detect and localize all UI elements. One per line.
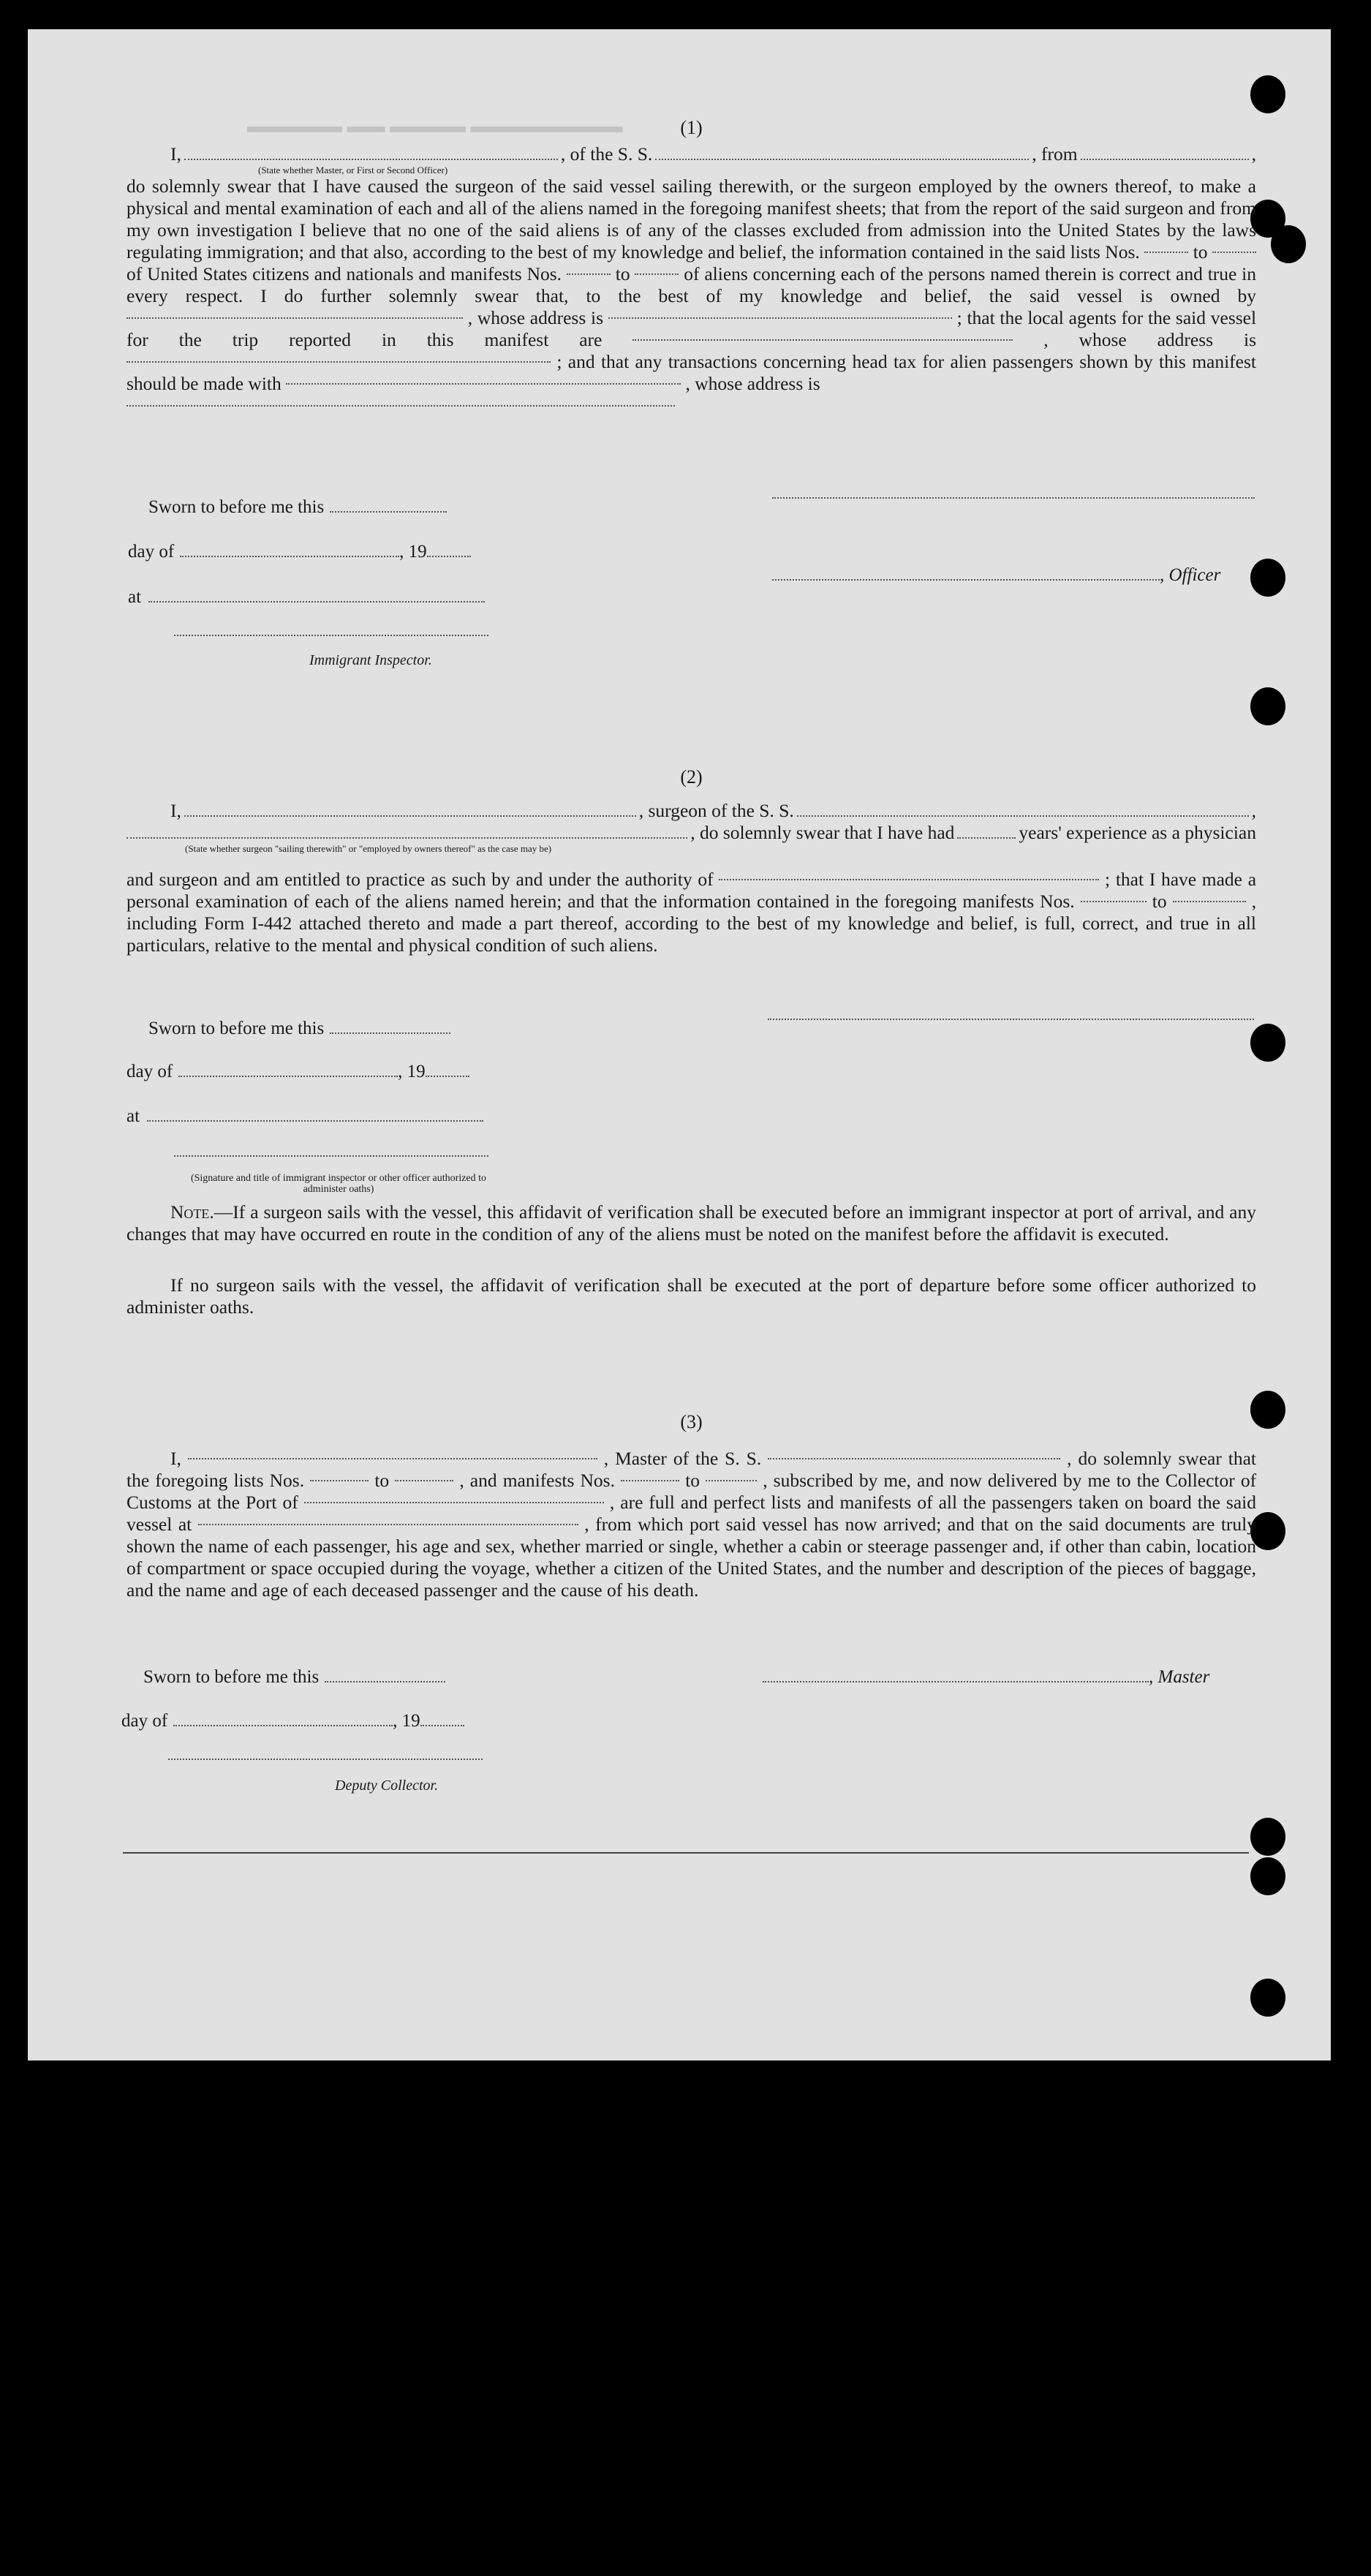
surgeon-status-note: (State whether surgeon "sailing therewith" or "employed by owners thereof" as the case may be) bbox=[185, 843, 552, 854]
ship-name-field-3[interactable] bbox=[768, 1458, 1060, 1459]
ship-name-field-2[interactable] bbox=[797, 815, 1249, 817]
surgeon-line: I, , surgeon of the S. S. , bbox=[170, 800, 1256, 821]
note-label: Note. bbox=[170, 1201, 214, 1223]
inspector-signature-field-2[interactable] bbox=[174, 1155, 488, 1157]
day-of-line-3: day of , 19 bbox=[121, 1711, 464, 1731]
oath-paragraph: do solemnly swear that I have caused the surgeon of the said vessel sailing therewith, or the surgeon employed by the owners thereof, to make a physical and mental examination of each and all of the aliens named in the foregoing manifest sheets; that from the report of the said surgeon and from my own investigation I believe that no one of the said aliens is of any of the classes excluded from admission into the United States by the laws regulating immigration; and that also, according to the best of my knowledge and belief, the information contained in the said lists Nos. to of United States citizens and nationals and manifests Nos. to of aliens concerning each of the persons named therein is correct and true in every respect. I do further solemnly swear that, to the best of my knowledge and belief, the said vessel is owned by , whose address is ; that the local agents for the said vessel for the trip reported in this manifest are , whose address is ; and that any transactions concerning head tax for alien passengers shown by this manifest should be made with , whose address is bbox=[126, 175, 1256, 417]
bottom-rule bbox=[123, 1852, 1249, 1854]
surgeon-signature bbox=[768, 1019, 1254, 1025]
inspector-signature-2 bbox=[174, 1155, 488, 1162]
declarant-line: I, , of the S. S. , from , bbox=[170, 143, 1256, 165]
year-field[interactable] bbox=[427, 556, 471, 557]
sworn-day-field-3[interactable] bbox=[325, 1681, 445, 1682]
officer-signature-field[interactable] bbox=[772, 497, 1255, 499]
deputy-caption: Deputy Collector. bbox=[335, 1778, 439, 1794]
head-tax-contact-field[interactable] bbox=[286, 383, 681, 385]
day-of-line-2: day of , 19 bbox=[126, 1062, 469, 1082]
place-field-2[interactable] bbox=[147, 1120, 483, 1122]
sworn-line-3: Sworn to before me this bbox=[143, 1667, 445, 1688]
at-line-2: at bbox=[126, 1106, 483, 1127]
punch-hole bbox=[1271, 225, 1306, 263]
punch-hole bbox=[1250, 687, 1285, 725]
ship-name-field[interactable] bbox=[655, 159, 1029, 160]
note-paragraph: Note.—If a surgeon sails with the vessel, this affidavit of verification shall be executed before an immigrant inspector at port of arrival, and any changes that may have occurred en route in the condition of any of the aliens must be noted on the manifest before the affidavit is executed. bbox=[126, 1201, 1256, 1244]
section-2 bbox=[126, 766, 1256, 956]
surgeon-status-field[interactable] bbox=[126, 837, 687, 839]
section-1 bbox=[126, 117, 1256, 417]
note-paragraph-2: If no surgeon sails with the vessel, the affidavit of verification shall be executed at the port of departure before some officer authorized to administer oaths. bbox=[126, 1274, 1256, 1318]
deputy-signature bbox=[168, 1759, 483, 1765]
sworn-day-field-2[interactable] bbox=[330, 1032, 450, 1034]
bleed-through-header: ▬▬▬▬▬ ▬▬ ▬▬▬▬ ▬▬▬▬▬▬▬▬ bbox=[247, 116, 623, 137]
master-name-field[interactable] bbox=[188, 1458, 597, 1459]
inspector-signature-field[interactable] bbox=[174, 635, 488, 636]
port-field[interactable] bbox=[304, 1502, 604, 1503]
punch-hole bbox=[1250, 75, 1285, 113]
citizen-list-from-field[interactable] bbox=[1144, 252, 1188, 253]
at-line-1: at bbox=[128, 587, 485, 608]
sworn-line-2: Sworn to before me this bbox=[148, 1019, 450, 1039]
local-agents-field[interactable] bbox=[632, 339, 1013, 341]
owner-address-field[interactable] bbox=[608, 317, 952, 319]
section-number: (2) bbox=[680, 766, 703, 787]
departure-port-field[interactable] bbox=[1081, 159, 1249, 160]
deputy-signature-field[interactable] bbox=[168, 1759, 483, 1760]
years-experience-field[interactable] bbox=[957, 837, 1016, 839]
master-oath-paragraph: I, , Master of the S. S. , do solemnly swear that the foregoing lists Nos. to , and manifests Nos. to , subscribed by me, and now delivered by me to the Collector of Customs at the Port of , are full and perfect lists and manifests of all the passengers taken on board the said vessel at , from which port said vessel has now arrived; and that on the said documents are truly shown the name of each passenger, his age and sex, whether married or single, whether a cabin or steerage passenger and, if other than cabin, location of compartment or space occupied during the voyage, whether a citizen of the United States, and the number and description of the pieces of baggage, and the name and age of each deceased passenger and the cause of his death. bbox=[126, 1448, 1257, 1601]
citizen-list-to-field[interactable] bbox=[1212, 252, 1256, 253]
manifest-to-field-3[interactable] bbox=[706, 1480, 757, 1481]
manifest-page bbox=[28, 29, 1331, 2061]
surgeon-name-field[interactable] bbox=[184, 815, 636, 817]
master-signature-field[interactable] bbox=[763, 1681, 1149, 1682]
sworn-day-field[interactable] bbox=[330, 511, 447, 513]
place-field[interactable] bbox=[148, 601, 485, 603]
section-3 bbox=[126, 1411, 1256, 1601]
officer-line: , Officer bbox=[772, 565, 1220, 586]
signature-caption: (Signature and title of immigrant inspector or other officer authorized to administer oaths) bbox=[190, 1173, 487, 1195]
month-field[interactable] bbox=[180, 556, 399, 557]
surgeon-oath-paragraph: and surgeon and am entitled to practice as such by and under the authority of ; that I have made a personal examination of each of the aliens named herein; and that the information contained in the foregoing manifests Nos. to , including Form I-442 attached thereto and made a part thereof, according to the best of my knowledge and belief, is full, correct, and true in all particulars, relative to the mental and physical condition of such aliens. bbox=[126, 869, 1257, 956]
embark-port-field[interactable] bbox=[198, 1524, 578, 1525]
month-field-3[interactable] bbox=[173, 1725, 393, 1726]
authority-field[interactable] bbox=[719, 879, 1099, 880]
punch-hole bbox=[1250, 1024, 1285, 1062]
section-number: (3) bbox=[680, 1411, 703, 1432]
sworn-line-1: Sworn to before me this bbox=[148, 497, 447, 518]
officer-rank-note: (State whether Master, or First or Second Officer) bbox=[258, 165, 448, 175]
head-tax-address-field[interactable] bbox=[126, 405, 675, 407]
year-field-3[interactable] bbox=[420, 1725, 464, 1726]
experience-line: , do solemnly swear that I have had years' experience as a physician bbox=[126, 822, 1256, 844]
manifest-to-field[interactable] bbox=[1173, 901, 1246, 902]
year-field-2[interactable] bbox=[426, 1076, 469, 1077]
alien-manifest-from-field[interactable] bbox=[567, 273, 611, 275]
officer-signature bbox=[772, 497, 1255, 504]
punch-hole bbox=[1250, 1818, 1285, 1856]
manifest-from-field[interactable] bbox=[1081, 901, 1147, 902]
day-of-line-1: day of , 19 bbox=[128, 542, 471, 562]
list-to-field[interactable] bbox=[395, 1480, 453, 1481]
surgeon-signature-field[interactable] bbox=[768, 1019, 1254, 1020]
alien-manifest-to-field[interactable] bbox=[635, 273, 679, 275]
officer-name-field[interactable] bbox=[184, 159, 558, 160]
owner-field[interactable] bbox=[126, 317, 463, 319]
officer-title-field[interactable] bbox=[772, 579, 1160, 581]
punch-hole bbox=[1250, 1857, 1285, 1895]
punch-hole bbox=[1250, 559, 1285, 597]
section-number: (1) bbox=[680, 117, 703, 138]
master-signature: , Master bbox=[763, 1667, 1209, 1688]
punch-hole bbox=[1250, 1979, 1285, 2017]
manifest-from-field-3[interactable] bbox=[621, 1480, 679, 1481]
list-from-field[interactable] bbox=[310, 1480, 369, 1481]
inspector-caption: Immigrant Inspector. bbox=[309, 652, 432, 668]
month-field-2[interactable] bbox=[178, 1076, 398, 1077]
inspector-signature bbox=[174, 635, 488, 641]
agents-address-field[interactable] bbox=[126, 361, 551, 363]
